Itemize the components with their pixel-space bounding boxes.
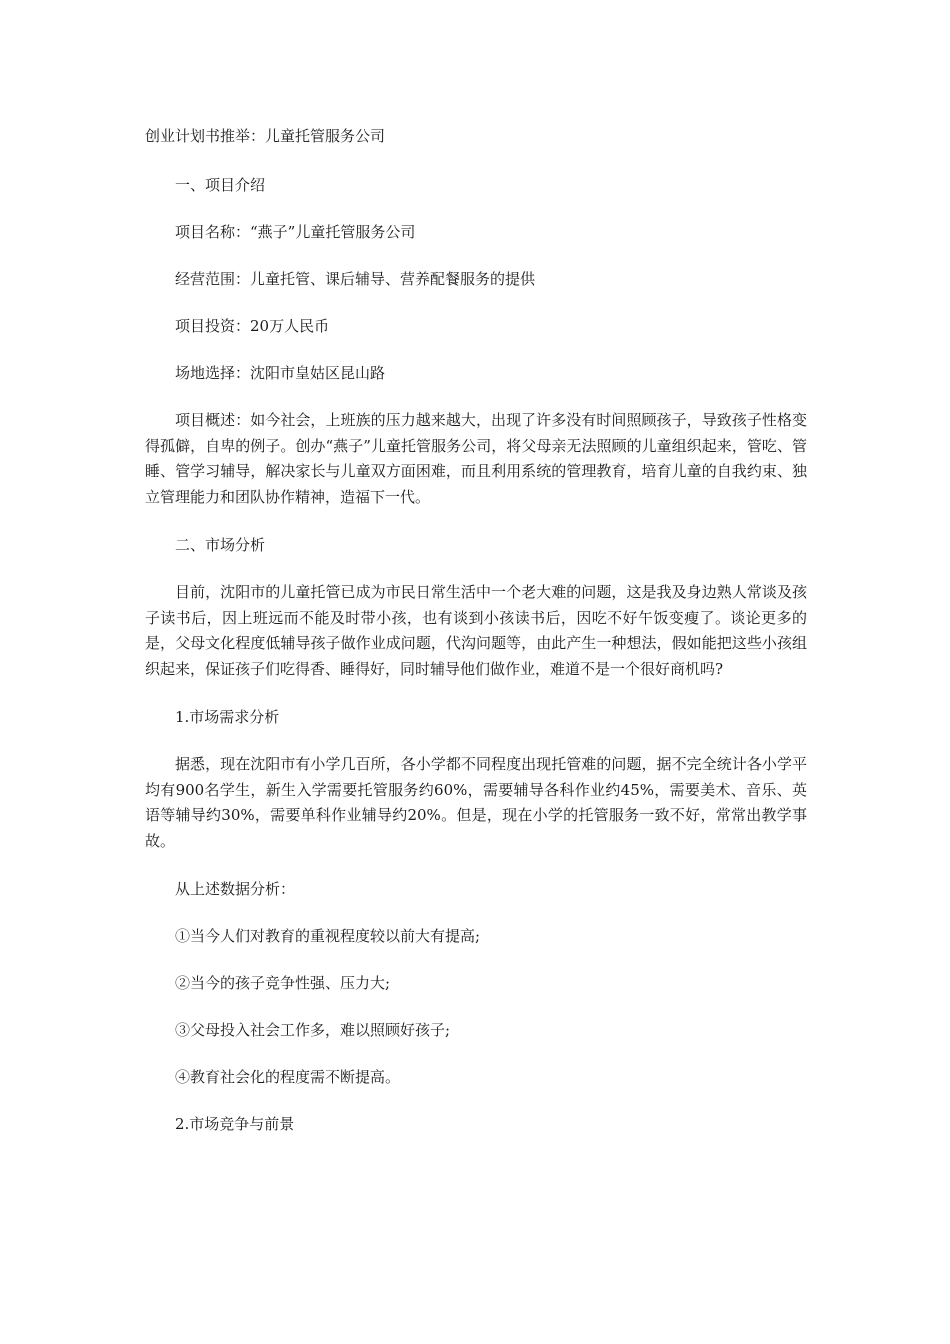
market-demand-paragraph: 据悉，现在沈阳市有小学几百所，各小学都不同程度出现托管难的问题，据不完全统计各小学平均有900名学生，新生入学需要托管服务约60%，需要辅导各科作业约45%，需要美术、音乐、英语等辅导约30%，需要单科作业辅导约20%。但是，现在小学的托管服务一致不好，常常出教学事故。: [145, 755, 807, 850]
subheading-market-demand: 1.市场需求分析: [175, 708, 280, 726]
section-heading-market-analysis: 二、市场分析: [175, 536, 266, 554]
list-item: ③父母投入社会工作多，难以照顾好孩子;: [175, 1021, 451, 1039]
data-analysis-intro: 从上述数据分析：: [175, 880, 296, 898]
section-heading-project-intro: 一、项目介绍: [175, 176, 266, 194]
project-investment-paragraph: 项目投资：20万人民币: [175, 317, 330, 335]
list-item: ④教育社会化的程度需不断提高。: [175, 1068, 401, 1086]
list-item: ②当今的孩子竞争性强、压力大;: [175, 974, 391, 992]
project-name-paragraph: 项目名称：“燕子”儿童托管服务公司: [175, 223, 416, 241]
document-title: 创业计划书推举：儿童托管服务公司: [145, 127, 386, 145]
site-selection-paragraph: 场地选择：沈阳市皇姑区昆山路: [175, 364, 386, 382]
subheading-market-competition: 2.市场竞争与前景: [175, 1115, 295, 1133]
business-scope-paragraph: 经营范围：儿童托管、课后辅导、营养配餐服务的提供: [175, 270, 536, 288]
market-situation-paragraph: 目前，沈阳市的儿童托管已成为市民日常生活中一个老大难的问题，这是我及身边熟人常谈及孩子读书后，因上班远而不能及时带小孩，也有谈到小孩读书后，因吃不好午饭变瘦了。谈论更多的是，父母文化程度低辅导孩子做作业成问题，代沟问题等，由此产生一种想法，假如能把这些小孩组织起来，保证孩子们吃得香、睡得好，同时辅导他们做作业，难道不是一个很好商机吗?: [145, 583, 807, 678]
project-overview-paragraph: 项目概述：如今社会，上班族的压力越来越大，出现了许多没有时间照顾孩子，导致孩子性格变得孤僻，自卑的例子。创办“燕子”儿童托管服务公司，将父母亲无法照顾的儿童组织起来，管吃、管睡、管学习辅导，解决家长与儿童双方面困难，而且利用系统的管理教育，培育儿童的自我约束、独立管理能力和团队协作精神，造福下一代。: [145, 411, 807, 506]
document-body: [145, 124, 807, 1159]
list-item: ①当今人们对教育的重视程度较以前大有提高;: [175, 927, 481, 945]
